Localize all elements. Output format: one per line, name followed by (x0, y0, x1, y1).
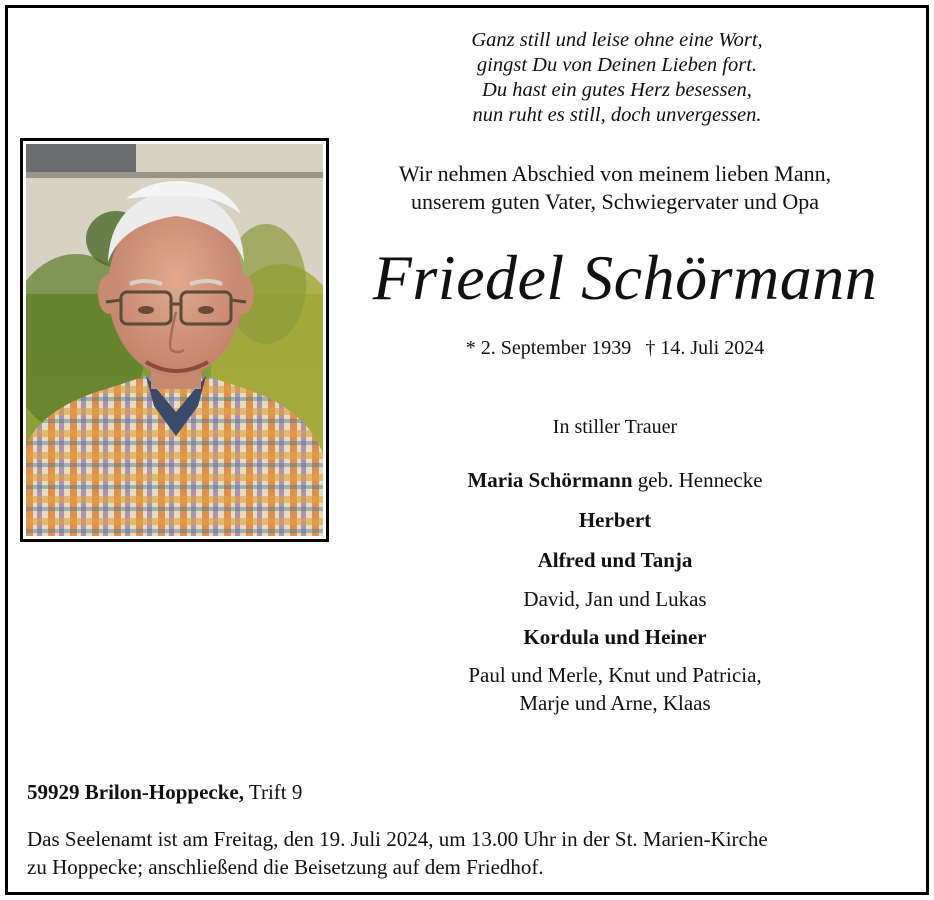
farewell-intro (352, 160, 878, 216)
family-grandchildren-1: David, Jan und Lukas (523, 587, 707, 611)
family-spouse (352, 466, 878, 494)
poem-line: Du hast ein gutes Herz besessen, (482, 79, 752, 101)
intro-line: Wir nehmen Abschied von meinem lieben Mann, (398, 161, 832, 186)
deceased-name: Friedel Schörmann (372, 242, 878, 313)
daughter-family-name: Kordula und Heiner (523, 625, 707, 649)
intro-line: unserem guten Vater, Schwiegervater und Opa (410, 189, 820, 214)
portrait-photo (26, 144, 323, 536)
son-family-name: Alfred und Tanja (537, 548, 693, 572)
family-grandchildren-2b: Marje und Arne, Klaas (519, 691, 711, 715)
spouse-name: Maria Schörmann (467, 468, 633, 492)
service-line: zu Hoppecke; anschließend die Beisetzung auf dem Friedhof. (27, 855, 544, 879)
family-son-1 (352, 506, 878, 534)
son-name: Herbert (578, 508, 652, 532)
address-place: 59929 Brilon-Hoppecke, (27, 780, 245, 804)
poem-line: nun ruht es still, doch unvergessen. (472, 104, 762, 126)
spouse-maiden-name: geb. Hennecke (637, 468, 763, 492)
service-notice (27, 825, 907, 881)
poem-line: gingst Du von Deinen Lieben fort. (476, 54, 758, 76)
address (27, 778, 302, 806)
poem (352, 28, 882, 128)
service-line: Das Seelenamt ist am Freitag, den 19. Juli 2024, um 13.00 Uhr in der St. Marien-Kirche (27, 827, 768, 851)
death-date: † 14. Juli 2024 (645, 337, 765, 359)
family-daughter (352, 623, 878, 651)
address-street: Trift 9 (248, 780, 303, 804)
mourning-line: In stiller Trauer (552, 416, 678, 438)
life-dates (352, 334, 878, 362)
family-son-2 (352, 546, 878, 574)
portrait-photo-frame (20, 138, 329, 542)
poem-line: Ganz still und leise ohne eine Wort, (471, 29, 763, 51)
family-grandchildren-2a: Paul und Merle, Knut und Patricia, (468, 663, 762, 687)
birth-date: * 2. September 1939 (465, 337, 632, 359)
